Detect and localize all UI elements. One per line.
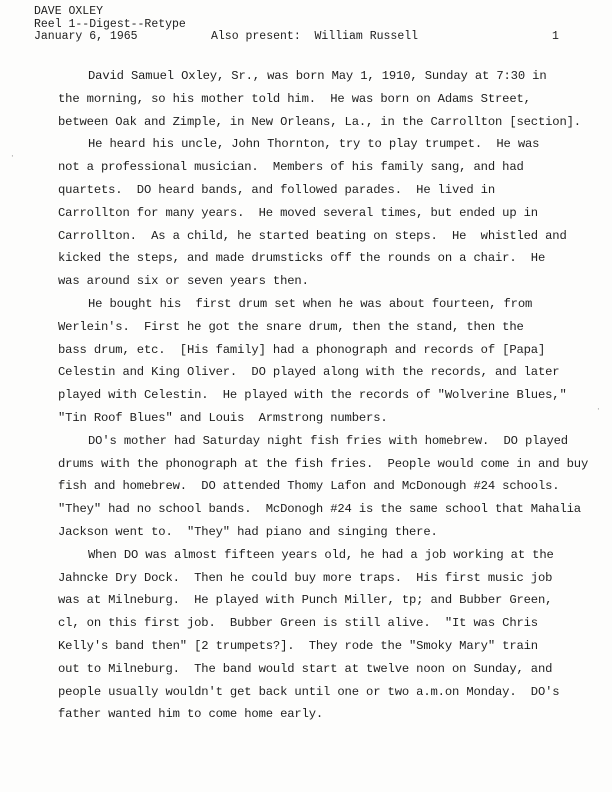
header-name: DAVE OXLEY — [34, 5, 104, 18]
header-reel: Reel 1--Digest--Retype — [34, 17, 186, 31]
text-line: out to Milneburg. The band would start at twelve noon on Sunday, and — [58, 661, 553, 676]
paragraph — [58, 544, 593, 726]
text-line: Werlein's. First he got the snare drum, then the stand, then the — [58, 319, 524, 334]
page-number: 1 — [552, 30, 559, 43]
paragraph — [58, 65, 593, 133]
paragraph — [58, 430, 593, 544]
text-line: When DO was almost fifteen years old, he had a job working at the — [88, 547, 554, 562]
header-date: January 6, 1965 — [34, 30, 138, 43]
text-line: He heard his uncle, John Thornton, try to play trumpet. He was — [88, 137, 540, 152]
text-line: Carrollton for many years. He moved several times, but ended up in — [58, 205, 538, 220]
text-line: was around six or seven years then. — [58, 274, 309, 289]
paragraph — [58, 133, 593, 293]
text-line: Carrollton. As a child, he started beating on steps. He whistled and — [58, 228, 567, 243]
text-line: Jackson went to. "They" had piano and singing there. — [58, 524, 438, 539]
text-line: "Tin Roof Blues" and Louis Armstrong numbers. — [58, 410, 388, 425]
scan-speck: · — [596, 405, 601, 414]
text-line: He bought his first drum set when he was about fourteen, from — [88, 296, 533, 311]
text-line: bass drum, etc. [His family] had a phonograph and records of [Papa] — [58, 342, 546, 357]
text-line: played with Celestin. He played with the records of "Wolverine Blues," — [58, 388, 567, 403]
text-line: "They" had no school bands. McDonogh #24 is the same school that Mahalia — [58, 502, 581, 517]
text-line: drums with the phonograph at the fish fries. People would come in and buy — [58, 456, 589, 471]
text-line: cl, on this first job. Bubber Green is still alive. "It was Chris — [58, 616, 538, 631]
header-present: Also present: William Russell — [211, 30, 419, 43]
text-line: quartets. DO heard bands, and followed parades. He lived in — [58, 182, 495, 197]
document-header — [34, 6, 574, 44]
text-line: not a professional musician. Members of his family sang, and had — [58, 160, 524, 175]
text-line: Jahncke Dry Dock. Then he could buy more traps. His first music job — [58, 570, 553, 585]
text-line: the morning, so his mother told him. He was born on Adams Street, — [58, 91, 531, 106]
text-line: Kelly's band then" [2 trumpets?]. They rode the "Smoky Mary" train — [58, 638, 538, 653]
text-line: fish and homebrew. DO attended Thomy Lafon and McDonough #24 schools. — [58, 479, 560, 494]
text-line: Celestin and King Oliver. DO played along with the records, and later — [58, 365, 560, 380]
text-line: father wanted him to come home early. — [58, 707, 324, 722]
paragraph — [58, 293, 593, 430]
text-line: between Oak and Zimple, in New Orleans, La., in the Carrollton [section]. — [58, 114, 581, 129]
scan-speck: · — [10, 152, 15, 161]
text-line: kicked the steps, and made drumsticks off the rounds on a chair. He — [58, 251, 546, 266]
text-line: David Samuel Oxley, Sr., was born May 1, 1910, Sunday at 7:30 in — [88, 69, 547, 83]
document-body — [58, 65, 593, 726]
text-line: people usually wouldn't get back until one or two a.m.on Monday. DO's — [58, 684, 560, 699]
text-line: DO's mother had Saturday night fish fries with homebrew. DO played — [88, 433, 568, 448]
text-line: was at Milneburg. He played with Punch Miller, tp; and Bubber Green, — [58, 593, 553, 608]
header-date-row — [34, 31, 574, 44]
